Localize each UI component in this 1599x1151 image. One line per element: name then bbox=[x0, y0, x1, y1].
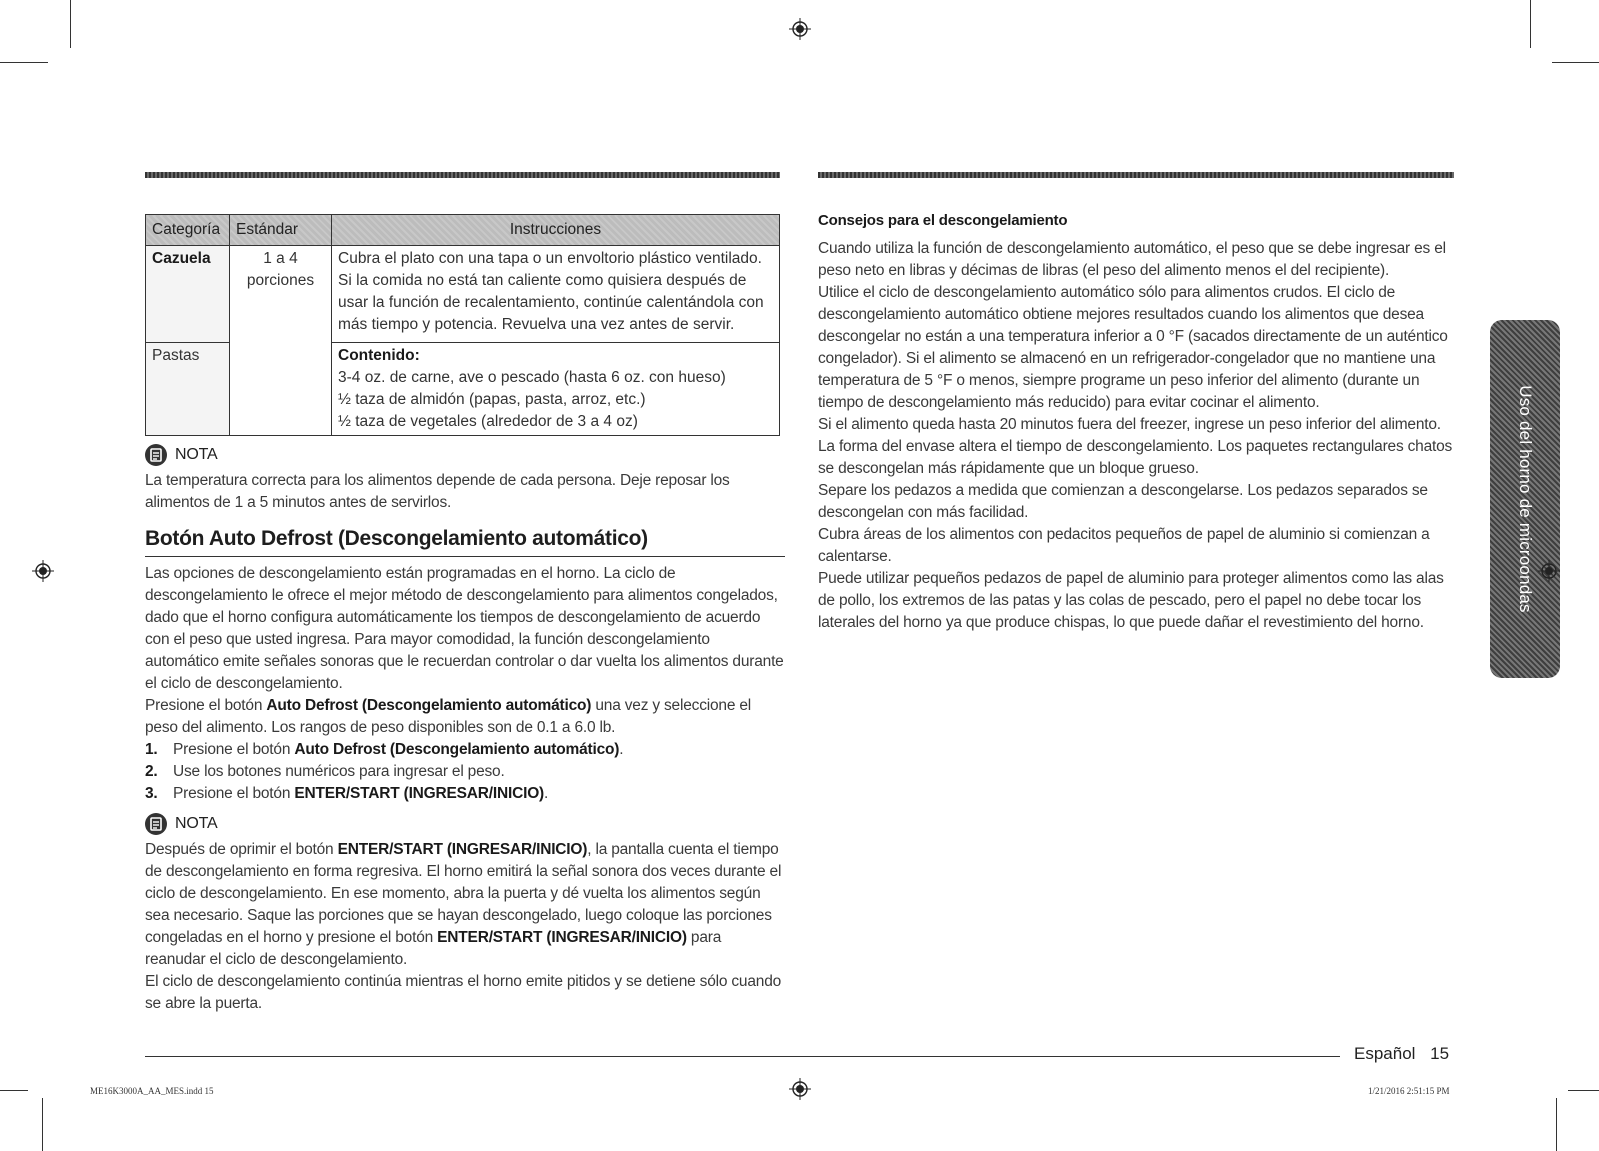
note-heading bbox=[145, 813, 785, 835]
header-category: Categoría bbox=[146, 215, 230, 246]
tips-paragraph: Utilice el ciclo de descongelamiento automático sólo para alimentos crudos. El ciclo de descongelamiento automático obtiene mejores resultados cuando los alimentos que desea descongelar no están a una temperatura inferior a 0 °F (sacados directamente de un auténtico congelador). Si el alimento se almacenó en un refrigerador-congelador que no mantiene una temperatura de 5 °F o menos, siempre programe un peso inferior del alimento (durante un tiempo de descongelamiento más reducido) para evitar cocinar el alimento. bbox=[818, 284, 1448, 411]
contents-label: Contenido: bbox=[338, 347, 420, 364]
steps-list bbox=[145, 739, 785, 805]
footer-rule bbox=[145, 1056, 1340, 1057]
header-instructions: Instrucciones bbox=[332, 215, 780, 246]
note-label: NOTA bbox=[175, 446, 218, 463]
slug-datetime: 1/21/2016 2:51:15 PM bbox=[1368, 1086, 1450, 1096]
registration-mark-icon bbox=[789, 18, 811, 40]
crop-mark bbox=[1530, 0, 1531, 48]
left-column bbox=[145, 444, 785, 1015]
right-column-top-rule bbox=[818, 172, 1454, 178]
note-text: Después de oprimir el botón ENTER/START (INGRESAR/INICIO), la pantalla cuenta el tiempo de descongelamiento en forma regresiva. El horno emitirá la señal sonora dos veces durante el ciclo de descongelamiento. En ese momento, abra la puerta y dé vuelta los alimentos según sea necesario. Saque las porciones que se hayan descongelado, luego coloque las porciones congeladas en el horno y presione el botón ENTER/START (INGRESAR/INICIO) para reanudar el ciclo de descongelamiento. bbox=[145, 841, 782, 968]
table-row-category: Cazuela bbox=[146, 246, 230, 343]
note-heading bbox=[145, 444, 785, 466]
registration-mark-icon bbox=[1538, 560, 1560, 582]
note-text: El ciclo de descongelamiento continúa mientras el horno emite pitidos y se detiene sólo cuando se abre la puerta. bbox=[145, 973, 782, 1012]
tips-paragraph: Puede utilizar pequeños pedazos de papel de aluminio para proteger alimentos como las alas de pollo, los extremos de las patas y las colas de pescado, pero el papel no debe tocar los laterales del horno ya que produce chispas, lo que puede dañar el revestimiento del horno. bbox=[818, 570, 1444, 631]
page-number: 15 bbox=[1430, 1044, 1450, 1063]
note-icon bbox=[145, 444, 167, 466]
side-tab-label: Uso del horno de microondas bbox=[1516, 385, 1535, 613]
note-label: NOTA bbox=[175, 815, 218, 832]
registration-mark-icon bbox=[32, 560, 54, 582]
crop-mark bbox=[1568, 1090, 1599, 1091]
table-row-category: Pastas bbox=[146, 343, 230, 436]
contents-item: ½ taza de almidón (papas, pasta, arroz, etc.) bbox=[338, 391, 646, 408]
contents-item: 3-4 oz. de carne, ave o pescado (hasta 6 oz. con hueso) bbox=[338, 369, 726, 386]
footer-language: Español bbox=[1354, 1044, 1416, 1063]
contents-item: ½ taza de vegetales (alrededor de 3 a 4 oz) bbox=[338, 413, 638, 430]
crop-mark bbox=[0, 1090, 28, 1091]
section-paragraph: Presione el botón Auto Defrost (Descongelamiento automático) una vez y seleccione el peso del alimento. Los rangos de peso disponibles son de 0.1 a 6.0 lb. bbox=[145, 697, 752, 736]
right-column bbox=[818, 210, 1454, 634]
tips-title: Consejos para el descongelamiento bbox=[818, 212, 1068, 229]
tips-paragraph: Cubra áreas de los alimentos con pedacitos pequeños de papel de aluminio si comienzan a calentarse. bbox=[818, 526, 1430, 565]
crop-mark bbox=[70, 0, 71, 48]
crop-mark bbox=[1552, 62, 1599, 63]
tips-paragraph: La forma del envase altera el tiempo de descongelamiento. Los paquetes rectangulares chatos se descongelan más rápidamente que un bloque grueso. bbox=[818, 438, 1453, 477]
section-title: Botón Auto Defrost (Descongelamiento automático) bbox=[145, 528, 785, 557]
crop-mark bbox=[1556, 1098, 1557, 1151]
slug-file: ME16K3000A_AA_MES.indd 15 bbox=[90, 1086, 214, 1096]
crop-mark bbox=[42, 1098, 43, 1151]
section-side-tab bbox=[1490, 320, 1560, 678]
note-icon bbox=[145, 813, 167, 835]
left-column-top-rule bbox=[145, 172, 780, 178]
tips-paragraph: Si el alimento queda hasta 20 minutos fuera del freezer, ingrese un peso inferior del alimento. bbox=[818, 416, 1441, 433]
list-item: 3. Presione el botón ENTER/START (INGRESAR/INICIO). bbox=[145, 785, 549, 802]
tips-paragraph: Cuando utiliza la función de descongelamiento automático, el peso que se debe ingresar es el peso neto en libras y décimas de libras (el peso del alimento menos el del recipiente). bbox=[818, 240, 1446, 279]
note-text: La temperatura correcta para los alimentos depende de cada persona. Deje reposar los alimentos de 1 a 5 minutos antes de servirlos. bbox=[145, 472, 730, 511]
footer-page-label bbox=[1354, 1044, 1449, 1064]
tips-paragraph: Separe los pedazos a medida que comienzan a descongelarse. Los pedazos separados se descongelan con más facilidad. bbox=[818, 482, 1428, 521]
table-row-standard: 1 a 4 porciones bbox=[230, 246, 332, 436]
list-item: 2. Use los botones numéricos para ingresar el peso. bbox=[145, 763, 505, 780]
list-item: 1. Presione el botón Auto Defrost (Descongelamiento automático). bbox=[145, 741, 624, 758]
table-row-instructions: Cubra el plato con una tapa o un envoltorio plástico ventilado. Si la comida no está tan caliente como quisiera después de usar la función de recalentamiento, continúe calentándola con más tiempo y potencia. Revuelva una vez antes de servir. bbox=[332, 246, 780, 343]
crop-mark bbox=[0, 62, 48, 63]
section-paragraph: Las opciones de descongelamiento están programadas en el horno. La ciclo de descongelamiento le ofrece el mejor método de descongelamiento para alimentos congelados, dado que el horno configura automáticamente los tiempos de descongelamiento de acuerdo con el peso que usted ingresa. Para mayor comodidad, la función descongelamiento automático emite señales sonoras que le recuerdan controlar o dar vuelta los alimentos durante el ciclo de descongelamiento. bbox=[145, 565, 784, 692]
registration-mark-icon bbox=[789, 1078, 811, 1100]
reheat-table bbox=[145, 214, 780, 436]
header-standard: Estándar bbox=[230, 215, 332, 246]
table-row-instructions bbox=[332, 343, 780, 436]
